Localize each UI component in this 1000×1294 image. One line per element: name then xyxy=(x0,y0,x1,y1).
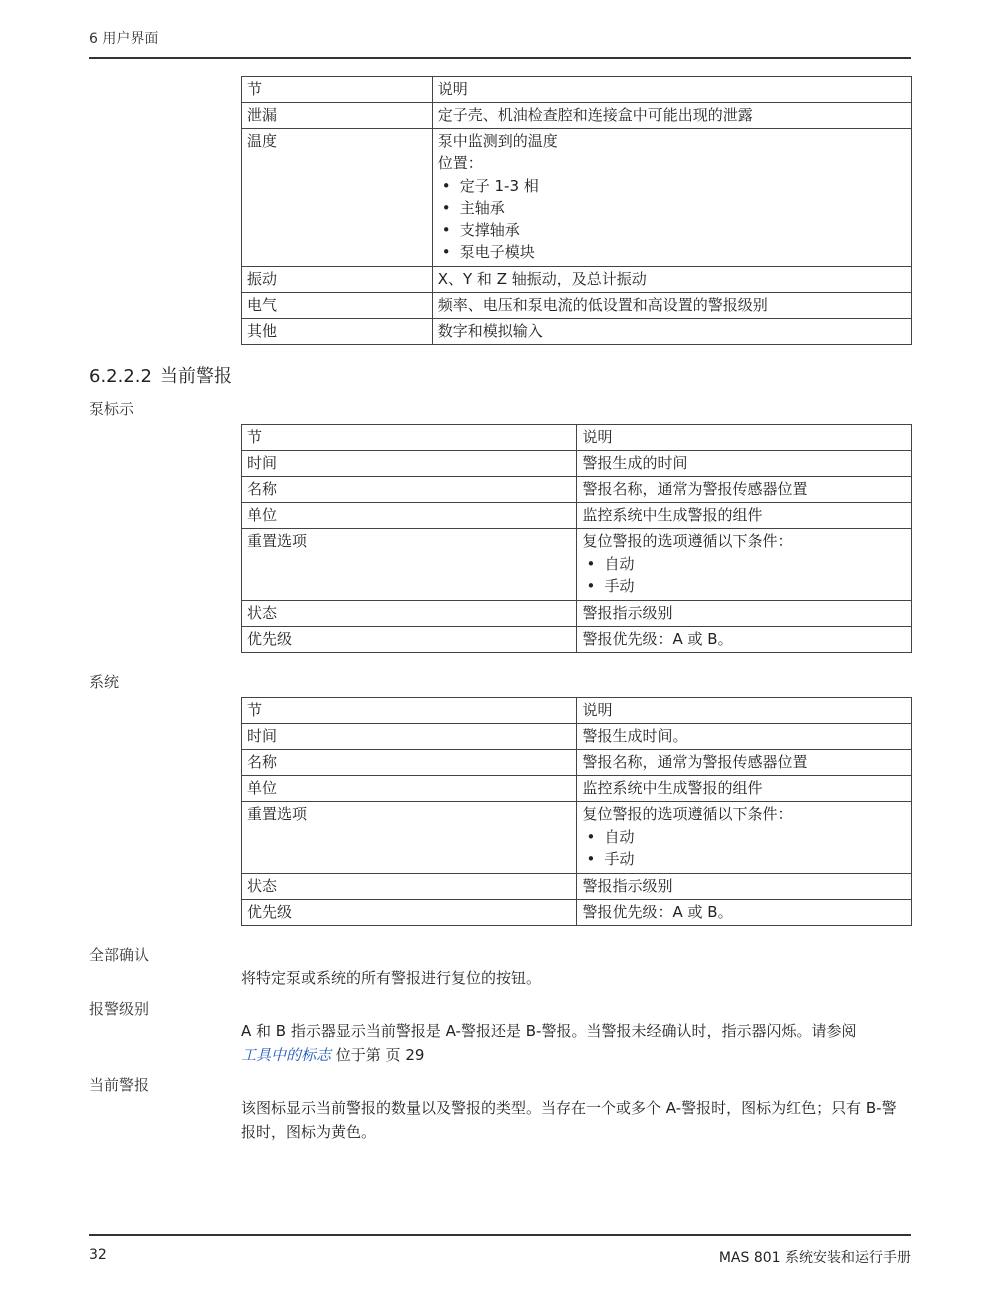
cell-description: 警报指示级别 xyxy=(577,874,912,900)
table-row xyxy=(242,601,912,627)
cell-section: 单位 xyxy=(242,503,577,529)
table-row xyxy=(242,293,912,319)
bullet-text: 手动 xyxy=(604,577,635,595)
header-rule xyxy=(89,57,911,59)
table-row xyxy=(242,724,912,750)
table-system-alarms xyxy=(241,697,912,926)
bullet-item xyxy=(582,848,905,870)
cell-description: 警报名称，通常为警报传感器位置 xyxy=(577,477,912,503)
bullet-list xyxy=(582,553,905,597)
description-line: 泵中监测到的温度 xyxy=(437,132,558,150)
bullet-item xyxy=(438,197,905,219)
cell-description xyxy=(577,529,912,601)
bullet-list xyxy=(582,826,905,870)
footer-rule xyxy=(89,1234,911,1236)
cell-description: 警报优先级：A 或 B。 xyxy=(577,627,912,653)
bullet-text: 定子 1-3 相 xyxy=(459,177,539,195)
bullet-item xyxy=(582,826,905,848)
column-header-description: 说明 xyxy=(577,698,912,724)
cell-section: 名称 xyxy=(242,477,577,503)
table-row xyxy=(242,267,912,293)
table-row xyxy=(242,776,912,802)
cell-description: 警报优先级：A 或 B。 xyxy=(577,900,912,926)
bullet-item xyxy=(438,241,905,263)
bullet-text: 泵电子模块 xyxy=(459,243,535,261)
column-header-description: 说明 xyxy=(577,425,912,451)
bullet-text: 自动 xyxy=(604,828,635,846)
column-header-section: 节 xyxy=(242,425,577,451)
column-header-section: 节 xyxy=(242,77,433,103)
table-row xyxy=(242,900,912,926)
section-title: 当前警报 xyxy=(159,366,232,387)
label-current-alarm: 当前警报 xyxy=(89,1076,150,1094)
page-number: 32 xyxy=(89,1247,107,1263)
link-toolbar-symbols[interactable]: 工具中的标志 xyxy=(241,1046,332,1064)
cell-section: 优先级 xyxy=(242,900,577,926)
alarm-level-page-ref: 位于第 页 29 xyxy=(331,1046,425,1064)
description-line: 复位警报的选项遵循以下条件： xyxy=(582,532,793,550)
cell-description: 警报指示级别 xyxy=(577,601,912,627)
table-header-row xyxy=(242,698,912,724)
description-line: 复位警报的选项遵循以下条件： xyxy=(582,805,793,823)
cell-section: 名称 xyxy=(242,750,577,776)
alarm-level-text: A 和 B 指示器显示当前警报是 A-警报还是 B-警报。当警报未经确认时，指示器闪烁。请参阅 xyxy=(241,1022,857,1040)
cell-description xyxy=(432,129,911,267)
cell-section: 状态 xyxy=(242,874,577,900)
table-row xyxy=(242,319,912,345)
cell-section: 状态 xyxy=(242,601,577,627)
cell-section: 其他 xyxy=(242,319,433,345)
alarm-level-description xyxy=(241,1019,909,1067)
cell-section: 电气 xyxy=(242,293,433,319)
label-alarm-level: 报警级别 xyxy=(89,1000,150,1018)
bullet-text: 主轴承 xyxy=(459,199,505,217)
label-pump-indication: 泵标示 xyxy=(89,400,135,418)
cell-section: 优先级 xyxy=(242,627,577,653)
cell-section: 时间 xyxy=(242,724,577,750)
bullet-text: 支撑轴承 xyxy=(459,221,520,239)
description-line: 位置： xyxy=(437,154,483,172)
cell-section: 重置选项 xyxy=(242,802,577,874)
cell-section: 单位 xyxy=(242,776,577,802)
table-row xyxy=(242,451,912,477)
cell-section: 重置选项 xyxy=(242,529,577,601)
current-alarm-description: 该图标显示当前警报的数量以及警报的类型。当存在一个或多个 A-警报时，图标为红色；只有 B-警报时，图标为黄色。 xyxy=(241,1099,897,1141)
table-row xyxy=(242,503,912,529)
table-row xyxy=(242,129,912,267)
label-system: 系统 xyxy=(89,673,120,691)
table-row xyxy=(242,874,912,900)
cell-section: 泄漏 xyxy=(242,103,433,129)
table-header-row xyxy=(242,77,912,103)
section-number: 6.2.2.2 xyxy=(89,366,152,387)
cell-description xyxy=(577,802,912,874)
cell-description: 警报生成时间。 xyxy=(577,724,912,750)
cell-description: 警报生成的时间 xyxy=(577,451,912,477)
bullet-item xyxy=(438,219,905,241)
bullet-text: 手动 xyxy=(604,850,635,868)
table-row xyxy=(242,750,912,776)
table-row xyxy=(242,529,912,601)
cell-description: 监控系统中生成警报的组件 xyxy=(577,776,912,802)
section-heading xyxy=(89,362,232,388)
table-pump-alarms xyxy=(241,424,912,653)
acknowledge-all-description: 将特定泵或系统的所有警报进行复位的按钮。 xyxy=(241,969,542,987)
table-header-row xyxy=(242,425,912,451)
column-header-section: 节 xyxy=(242,698,577,724)
label-acknowledge-all: 全部确认 xyxy=(89,946,150,964)
bullet-item xyxy=(582,553,905,575)
table-row xyxy=(242,627,912,653)
column-header-description: 说明 xyxy=(432,77,911,103)
cell-section: 时间 xyxy=(242,451,577,477)
table-row xyxy=(242,103,912,129)
cell-description: 频率、电压和泵电流的低设置和高设置的警报级别 xyxy=(432,293,911,319)
bullet-item xyxy=(582,575,905,597)
document-title: MAS 801 系统安装和运行手册 xyxy=(718,1250,911,1266)
cell-description: 监控系统中生成警报的组件 xyxy=(577,503,912,529)
table-row xyxy=(242,802,912,874)
running-header: 6 用户界面 xyxy=(89,31,159,47)
cell-description: 定子壳、机油检查腔和连接盒中可能出现的泄露 xyxy=(432,103,911,129)
cell-description: X、Y 和 Z 轴振动，及总计振动 xyxy=(432,267,911,293)
table-alarm-categories xyxy=(241,76,912,345)
cell-section: 振动 xyxy=(242,267,433,293)
table-row xyxy=(242,477,912,503)
bullet-item xyxy=(438,175,905,197)
cell-description: 数字和模拟输入 xyxy=(432,319,911,345)
bullet-text: 自动 xyxy=(604,555,635,573)
cell-description: 警报名称，通常为警报传感器位置 xyxy=(577,750,912,776)
bullet-list xyxy=(438,175,905,263)
cell-section: 温度 xyxy=(242,129,433,267)
